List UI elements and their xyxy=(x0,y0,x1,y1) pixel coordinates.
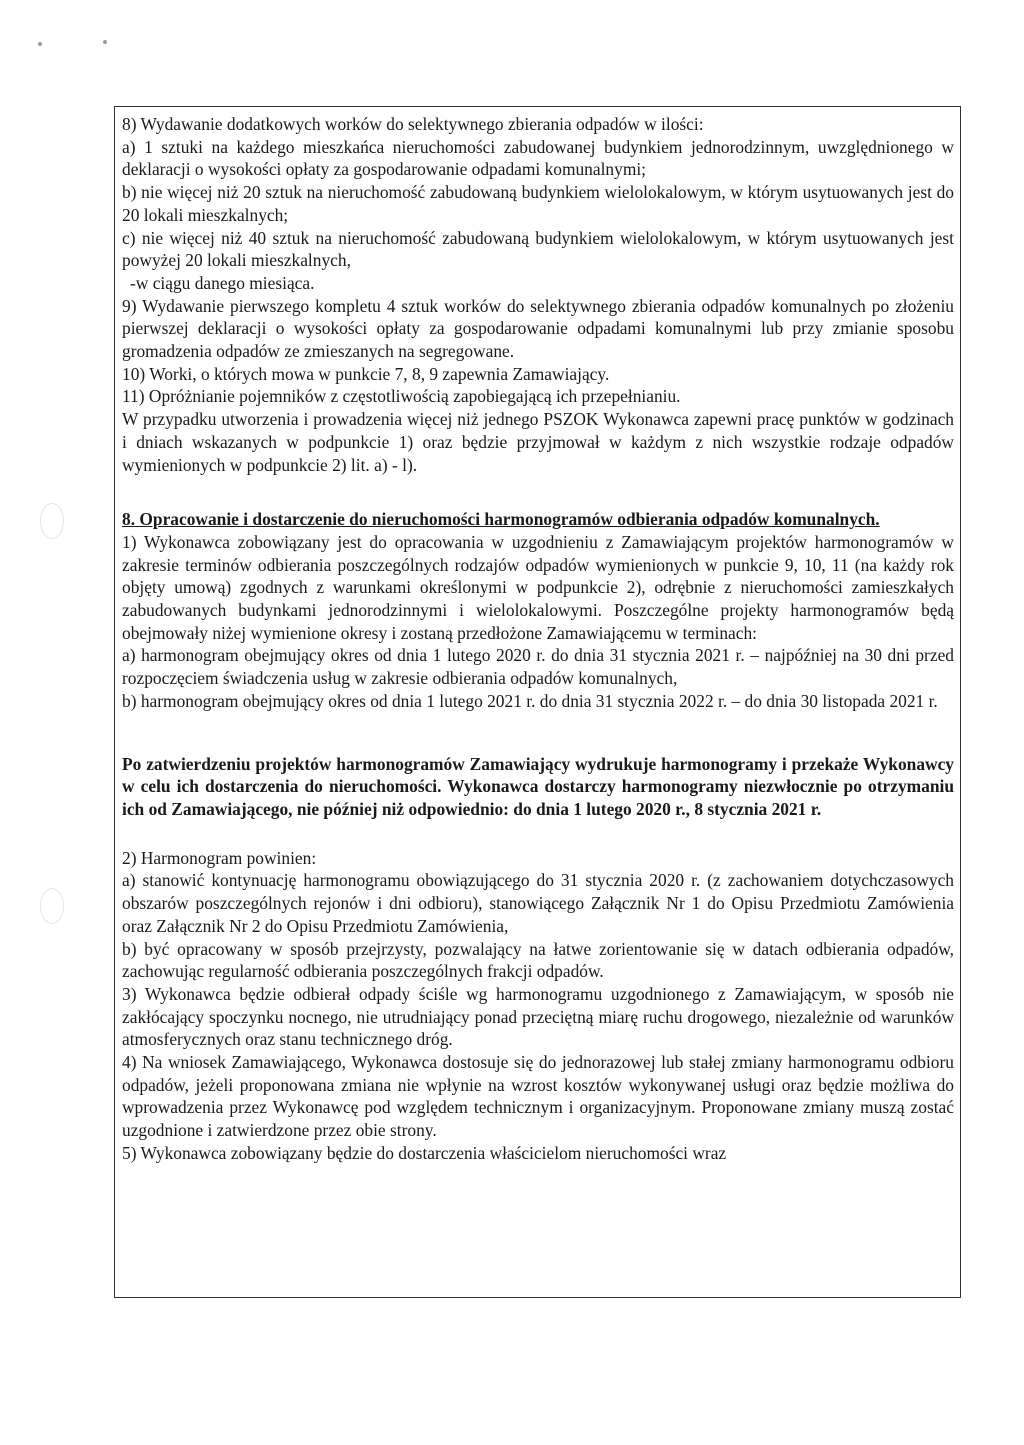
section-8-point-1: 1) Wykonawca zobowiązany jest do opracowania w uzgodnieniu z Zamawiającym projektów harmonogramów w zakresie terminów odbierania poszczególnych rodzajów odpadów wymienionych w punkcie 9, 10, 11 (na każdy rok objęty umową) zgodnych z warunkami określonymi w podpunkcie 2), odrębnie z nieruchomości zamieszkałych zabudowanych budynkami jednorodzinnymi i wielolokalowymi. Poszczególne projekty harmonogramów będą obejmowały niżej wymienione okresy i zostaną przedłożone Zamawiającemu w terminach: xyxy=(122,531,954,643)
scan-speck xyxy=(103,40,107,44)
section-8-point-2: 2) Harmonogram powinien: xyxy=(122,847,317,868)
item-8a: a) 1 sztuki na każdego mieszkańca nieruchomości zabudowanej budynkiem jednorodzinnym, uwzględnionego w deklaracji o wysokości opłaty za gospodarowanie odpadami komunalnymi; xyxy=(122,136,954,180)
item-9: 9) Wydawanie pierwszego kompletu 4 sztuk worków do selektywnego zbierania odpadów komunalnych po złożeniu pierwszej deklaracji o wysokości opłaty za gospodarowanie odpadami komunalnymi lub przy zmianie sposobu gromadzenia odpadów ze zmieszanych na segregowane. xyxy=(122,295,954,362)
item-11: 11) Opróżnianie pojemników z częstotliwością zapobiegającą ich przepełnianiu. xyxy=(122,386,681,407)
item-8-intro: 8) Wydawanie dodatkowych worków do selektywnego zbierania odpadów w ilości: xyxy=(122,114,704,134)
approval-bold-paragraph: Po zatwierdzeniu projektów harmonogramów Zamawiający wydrukuje harmonogramy i przekaże Wykonawcy w celu ich dostarczenia do nieruchomości. Wykonawca dostarczy harmonogramy niezwłocznie po otrzymaniu ich od Zamawiającego, nie później niż odpowiednio: do dnia 1 lutego 2020 r., 8 stycznia 2021 r. xyxy=(122,753,954,819)
section-8-point-5: 5) Wykonawca zobowiązany będzie do dostarczenia właścicielom nieruchomości wraz xyxy=(122,1142,727,1163)
scan-speck xyxy=(38,42,42,46)
document-body xyxy=(122,113,954,1165)
punch-hole-mark xyxy=(40,888,64,924)
section-8-point-2b: b) być opracowany w sposób przejrzysty, pozwalający na łatwe zorientowanie się w datach odbierania odpadów, zachowując regularność odbierania poszczególnych frakcji odpadów. xyxy=(122,938,954,982)
section-8-point-1b: b) harmonogram obejmujący okres od dnia 1 lutego 2021 r. do dnia 31 stycznia 2022 r. – do dnia 30 listopada 2021 r. xyxy=(122,690,938,711)
item-8b: b) nie więcej niż 20 sztuk na nieruchomość zabudowaną budynkiem wielolokalowym, w którym usytuowanych jest do 20 lokali mieszkalnych; xyxy=(122,182,954,225)
pszok-paragraph: W przypadku utworzenia i prowadzenia więcej niż jednego PSZOK Wykonawca zapewni pracę punktów w godzinach i dniach wskazanych w podpunkcie 1) oraz będzie przyjmował w każdym z nich wszystkie rodzaje odpadów wymienionych w podpunkcie 2) lit. a) - l). xyxy=(122,409,954,475)
section-8-point-4: 4) Na wniosek Zamawiającego, Wykonawca dostosuje się do jednorazowej lub stałej zmiany harmonogramu odbioru odpadów, jeżeli proponowana zmiana nie wpłynie na wzrost kosztów wykonywanej usługi oraz będzie możliwa do wprowadzenia przez Wykonawcę pod względem technicznym i organizacyjnym. Proponowane zmiany muszą zostać uzgodnione i zatwierdzone przez obie strony. xyxy=(122,1052,954,1141)
section-8-heading: 8. Opracowanie i dostarczenie do nieruchomości harmonogramów odbierania odpadów komunalnych. xyxy=(122,509,880,530)
item-10: 10) Worki, o których mowa w punkcie 7, 8, 9 zapewnia Zamawiający. xyxy=(122,363,610,384)
section-8-point-1a: a) harmonogram obejmujący okres od dnia 1 lutego 2020 r. do dnia 31 stycznia 2021 r. – najpóźniej na 30 dni przed rozpoczęciem świadczenia usług w zakresie odbierania odpadów komunalnych, xyxy=(122,645,954,689)
punch-hole-mark xyxy=(40,503,64,539)
section-8-point-3: 3) Wykonawca będzie odbierał odpady ściśle wg harmonogramu uzgodnionego z Zamawiającym, w sposób nie zakłócający spoczynku nocnego, nie utrudniający ponad przeciętną miarę ruchu drogowego, niezależnie od warunków atmosferycznych oraz stanu technicznego dróg. xyxy=(122,983,954,1050)
item-8c: c) nie więcej niż 40 sztuk na nieruchomość zabudowaną budynkiem wielolokalowym, w którym usytuowanych jest powyżej 20 lokali mieszkalnych, xyxy=(122,227,954,271)
item-8-period: -w ciągu danego miesiąca. xyxy=(130,272,315,293)
section-8-point-2a: a) stanowić kontynuację harmonogramu obowiązującego do 31 stycznia 2020 r. (z zachowaniem dotychczasowych obszarów poszczególnych rejonów i dni odbioru), stanowiącego Załącznik Nr 1 do Opisu Przedmiotu Zamówienia oraz Załącznik Nr 2 do Opisu Przedmiotu Zamówienia, xyxy=(122,870,954,936)
